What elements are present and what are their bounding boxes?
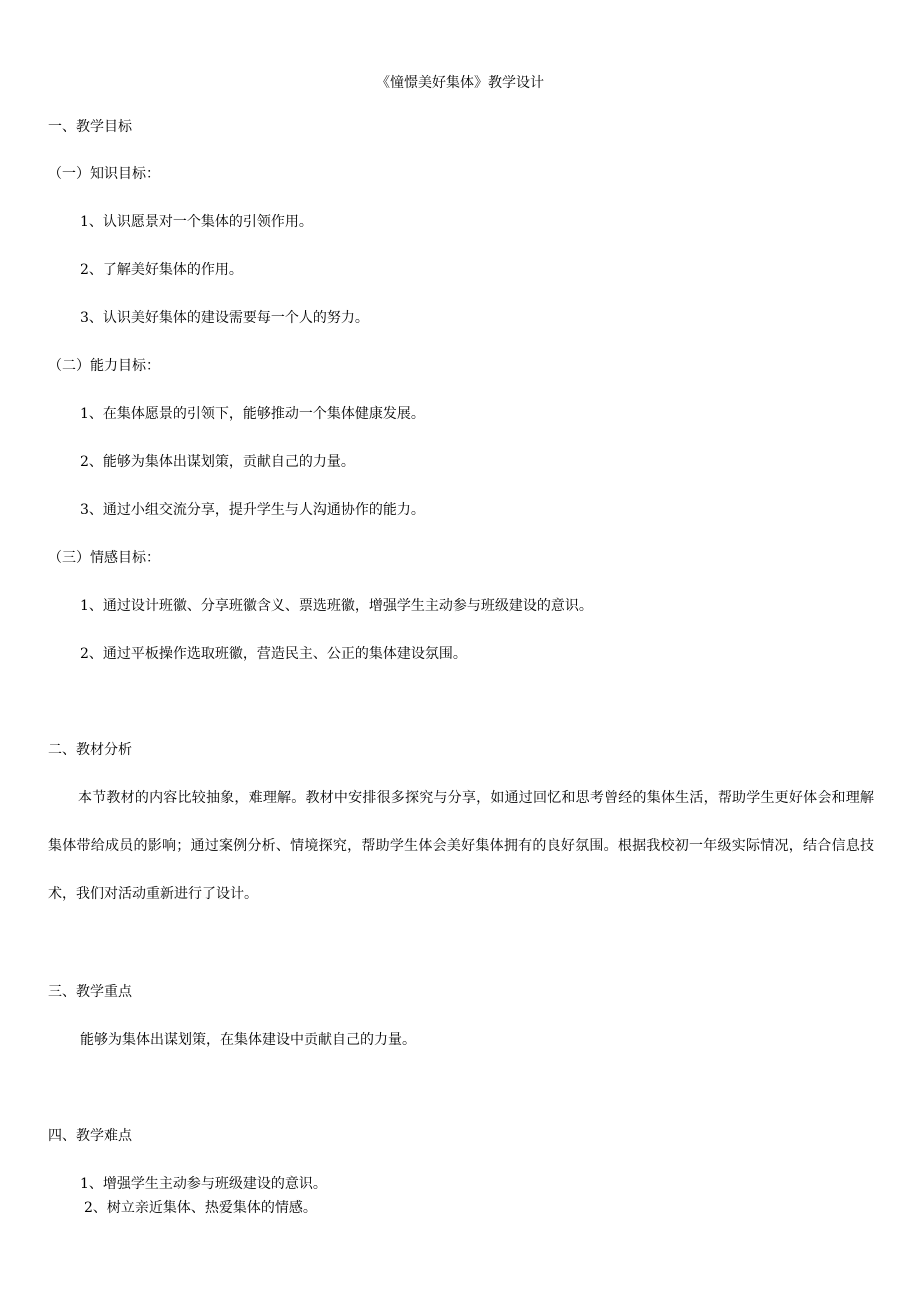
list-item: 1、增强学生主动参与班级建设的意识。 [80,1176,327,1192]
document-title: 《憧憬美好集体》教学设计 [376,75,544,91]
subheading-ability-goals: （二）能力目标： [48,358,160,374]
section-heading-teaching-goals: 一、教学目标 [48,119,132,135]
list-item: 2、了解美好集体的作用。 [80,262,243,278]
subheading-knowledge-goals: （一）知识目标： [48,166,160,182]
list-item: 3、认识美好集体的建设需要每一个人的努力。 [80,310,369,326]
section-heading-difficulties: 四、教学难点 [48,1128,132,1144]
list-item: 2、能够为集体出谋划策，贡献自己的力量。 [80,454,355,470]
list-item: 1、在集体愿景的引领下，能够推动一个集体健康发展。 [80,406,425,422]
list-item: 2、通过平板操作选取班徽，营造民主、公正的集体建设氛围。 [80,646,467,662]
list-item: 2、树立亲近集体、热爱集体的情感。 [84,1200,317,1216]
list-item: 1、通过设计班徽、分享班徽含义、票选班徽，增强学生主动参与班级建设的意识。 [80,598,593,614]
key-points-text: 能够为集体出谋划策，在集体建设中贡献自己的力量。 [80,1032,416,1048]
section-heading-textbook-analysis: 二、教材分析 [48,742,132,758]
subheading-emotion-goals: （三）情感目标： [48,550,160,566]
list-item: 1、认识愿景对一个集体的引领作用。 [80,214,313,230]
list-item: 3、通过小组交流分享，提升学生与人沟通协作的能力。 [80,502,425,518]
section-heading-key-points: 三、教学重点 [48,984,132,1000]
textbook-analysis-paragraph: 本节教材的内容比较抽象，难理解。教材中安排很多探究与分享，如通过回忆和思考曾经的集体生活，帮助学生更好体会和理解集体带给成员的影响；通过案例分析、情境探究，帮助学生体会美好集体拥有的良好氛围。根据我校初一年级实际情况，结合信息技术，我们对活动重新进行了设计。 [48,790,874,902]
